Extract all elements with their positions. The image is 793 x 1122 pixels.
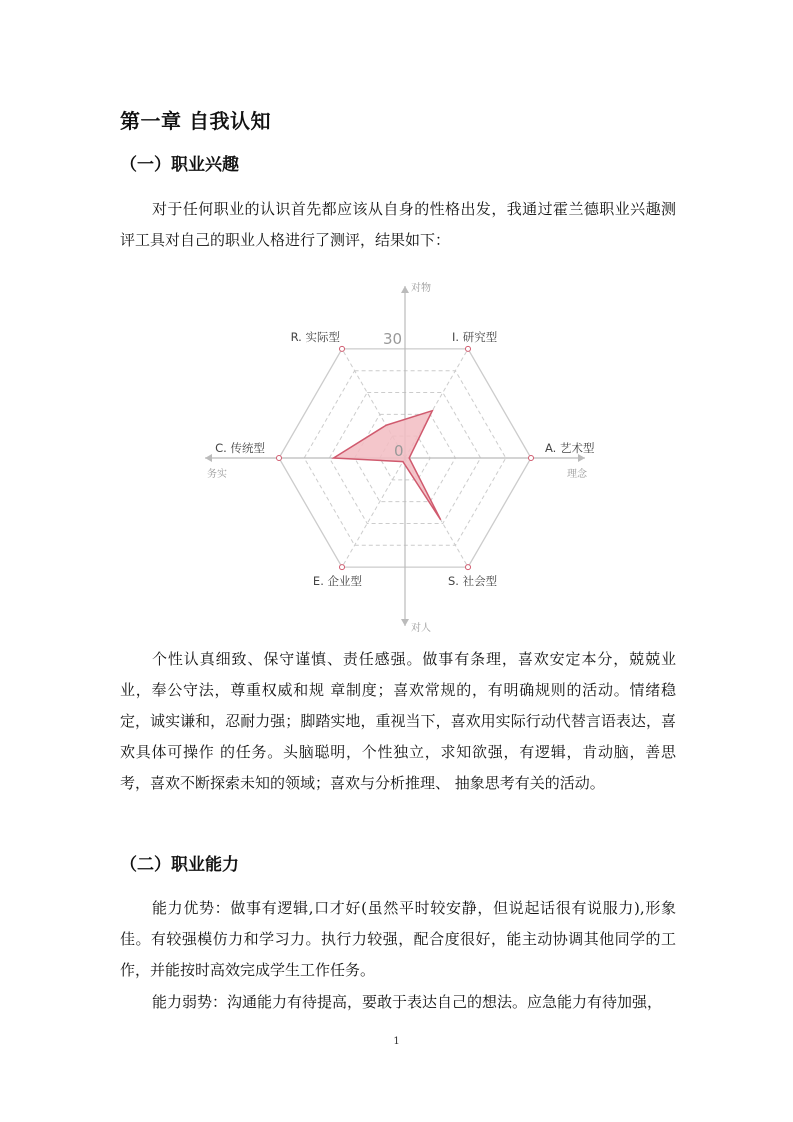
radar-vertex-dot	[340, 565, 345, 570]
page-number: 1	[393, 1036, 400, 1047]
range-min-label: 0	[394, 442, 404, 460]
radar-axis-label: S. 社会型	[448, 574, 498, 589]
direction-label-right: 理念	[567, 469, 587, 480]
direction-label-bottom: 对人	[411, 623, 431, 634]
chapter-title: 第一章 自我认知	[120, 109, 271, 133]
radar-axis-label: R. 实际型	[290, 329, 340, 344]
radar-vertex-dot	[529, 456, 534, 461]
radar-axis-label: I. 研究型	[452, 329, 498, 344]
radar-data-area	[334, 411, 441, 520]
arrow-right-icon	[578, 454, 585, 462]
intro-paragraph: 对于任何职业的认识首先都应该从自身的性格出发，我通过霍兰德职业兴趣测评工具对自己的职业人格进行了测评，结果如下：	[120, 200, 676, 249]
arrow-down-icon	[401, 619, 409, 626]
radar-axis-label: E. 企业型	[312, 574, 362, 589]
radar-vertex-dot	[277, 456, 282, 461]
radar-vertex-dot	[466, 565, 471, 570]
holland-radar-chart	[195, 278, 595, 638]
arrow-up-icon	[401, 286, 409, 293]
direction-label-left: 务实	[207, 469, 227, 480]
section-title-interest: （一）职业兴趣	[120, 155, 239, 175]
radar-vertex-dot	[466, 346, 471, 351]
range-max-label: 30	[383, 330, 403, 348]
radar-spoke	[342, 458, 405, 567]
strengths-paragraph: 能力优势：做事有逻辑,口才好(虽然平时较安静，但说起话很有说服力),形象佳。有较强模仿力和学习力。执行力较强，配合度很好，能主动协调其他同学的工作，并能按时高效完成学生工作任务。	[120, 899, 676, 979]
radar-axis-label: A. 艺术型	[545, 441, 595, 455]
radar-vertex-dot	[340, 346, 345, 351]
radar-axis-label: C. 传统型	[215, 441, 265, 455]
weaknesses-paragraph: 能力弱势：沟通能力有待提高，要敢于表达自己的想法。应急能力有待加强，	[152, 993, 663, 1011]
direction-label-top: 对物	[411, 283, 431, 294]
section-title-ability: （二）职业能力	[120, 855, 239, 875]
arrow-left-icon	[205, 454, 212, 462]
personality-description: 个性认真细致、保守谨慎、责任感强。做事有条理，喜欢安定本分，兢兢业业，奉公守法，尊重权威和规 章制度；喜欢常规的，有明确规则的活动。情绪稳定，诚实谦和，忍耐力强；脚踏实地，重视当下，喜欢用实际行动代替言语表达，喜欢具体可操作 的任务。头脑聪明，个性独立，求知欲强，有逻辑，肯动脑，善思考，喜欢不断探索未知的领域；喜欢与分析推理、 抽象思考有关的活动。	[120, 650, 676, 792]
